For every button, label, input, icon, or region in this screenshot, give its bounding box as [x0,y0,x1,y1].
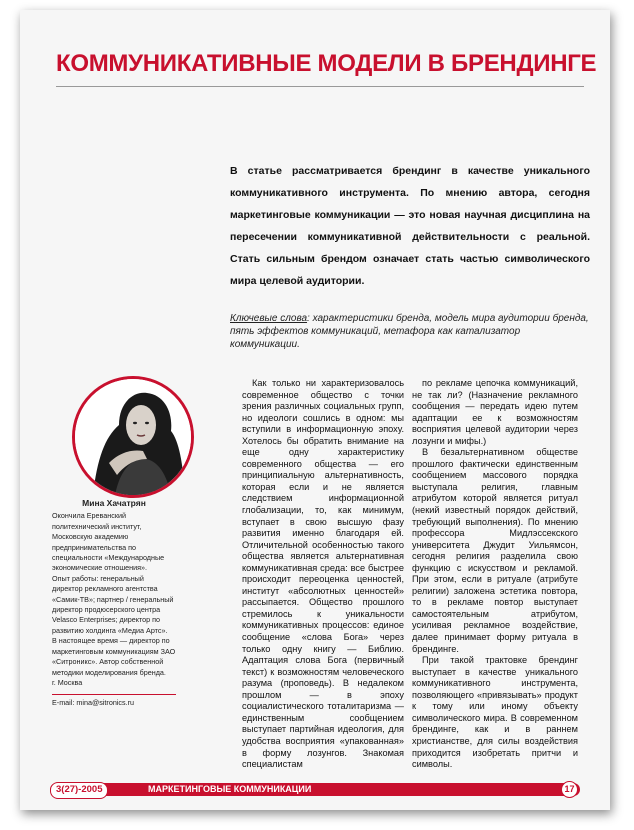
article-abstract: В статье рассматривается брендинг в качестве уникального коммуникативного инструмента. По мнению автора, сегодня маркетинговые коммуникации — это новая научная дисциплина на пересечении коммуникативной действительности с реальной. Стать сильным брендом означает стать частью символического мира целевой аудитории. [230,165,590,287]
issue-number: 3(27)-2005 [50,782,108,799]
body-paragraph: В безальтернативном обществе прошлого фактически единственным сообщением массового порядка выступала религия, главным атрибутом которой является ритуал (некий известный порядок действий, требующий выполнения). По мнению профессора Мидлэссекского университета Джудит Уильямсон, сегодня религия разделила свою функцию с искусством и рекламой. При этом, если в ритуале (атрибуте религии) заложена эстетика повтора, то в рекламе повтор выступает самостоятельным атрибутом, усиливая рекламное воздействие, далее принимает форму ритуала в брендинге. [412,447,578,654]
body-paragraph: При такой трактовке брендинг выступает в качестве уникального коммуникативного инструмента, позволяющего «привязывать» продукт к тому или иному объекту символического мира. В современном брендинге, как и в раннем христианстве, для силы воздействия приходится изобретать притчи и символы. [412,655,578,770]
page-footer [50,783,580,796]
article-title: КОММУНИКАТИВНЫЕ МОДЕЛИ В БРЕНДИНГЕ [56,50,597,77]
bio-current-position: В настоящее время — директор по маркетинговым коммуникациям ЗАО «Ситроникс». Автор собственной методики моделирования бренда. [52,636,176,677]
body-column-2 [412,378,578,771]
bio-city: г. Москва [52,677,83,687]
author-name: Мина Хачатрян [82,498,146,508]
keywords-label: Ключевые слова [230,313,308,324]
page-number: 17 [561,781,578,798]
bio-education: Окончила Ереванский политехнический институт, Московскую академию предпринимательства по специальности «Международные экономические отношения». [52,511,165,573]
bio-experience: Опыт работы: генеральный директор рекламного агентства «Самик-ТВ»; партнер / генеральный директор продюсерского центра Velasco Enterprises; директор по развитию холдинга «Медиа Артс». [52,573,174,635]
author-bio [52,498,176,709]
title-divider [56,86,584,87]
body-paragraph: по рекламе цепочка коммуникаций, не так ли? (Назначение рекламного сообщения — передать идею путем адаптации ее к возможностям восприятия целевой аудитории через лозунги и мифы.) [412,378,578,446]
article-keywords [230,312,590,351]
author-portrait-photo [72,376,194,498]
author-email[interactable]: E-mail: mina@sitronics.ru [52,698,134,708]
magazine-page [20,10,610,810]
body-paragraph: Как только ни характеризовалось современное общество с точки зрения различных социальных групп, но идеологи сошлись в одном: мы вступили в информационную эпоху. Хотелось бы обратить внимание на еще одну характеристику современного общества — его принципиальную альтернативность, которая если и не является следствием информационной глобализации, то, как минимум, вступает в свою высшую фазу развития именно благодаря ей. Отличительной особенностью такого общества является альтернативная коммуникативная среда: все быстрее происходит переоценка ценностей, институт «абсолютных ценностей» рассыпается. Общество прошлого стремилось к уникальности коммуникативных процессов: единое сообщение «слова Бога» через только одну книгу — Библию. Адаптация слова Бога (первичный текст) к возможностям человеческого разума (проповедь). В недалеком прошлом — в эпоху социалистического тоталитаризма — единственным сообщением выступает партийная идеология, для удобства восприятия «упакованная» в форму лозунгов. Знакомая специалистам [242,378,404,770]
keywords-text: : характеристики бренда, модель мира аудитории бренда, пять эффектов коммуникаций, метафора как катализатор коммуникации. [230,313,589,350]
body-column-1 [242,378,404,771]
email-divider [52,694,176,695]
journal-name: МАРКЕТИНГОВЫЕ КОММУНИКАЦИИ [148,784,312,794]
portrait-icon [75,379,191,495]
